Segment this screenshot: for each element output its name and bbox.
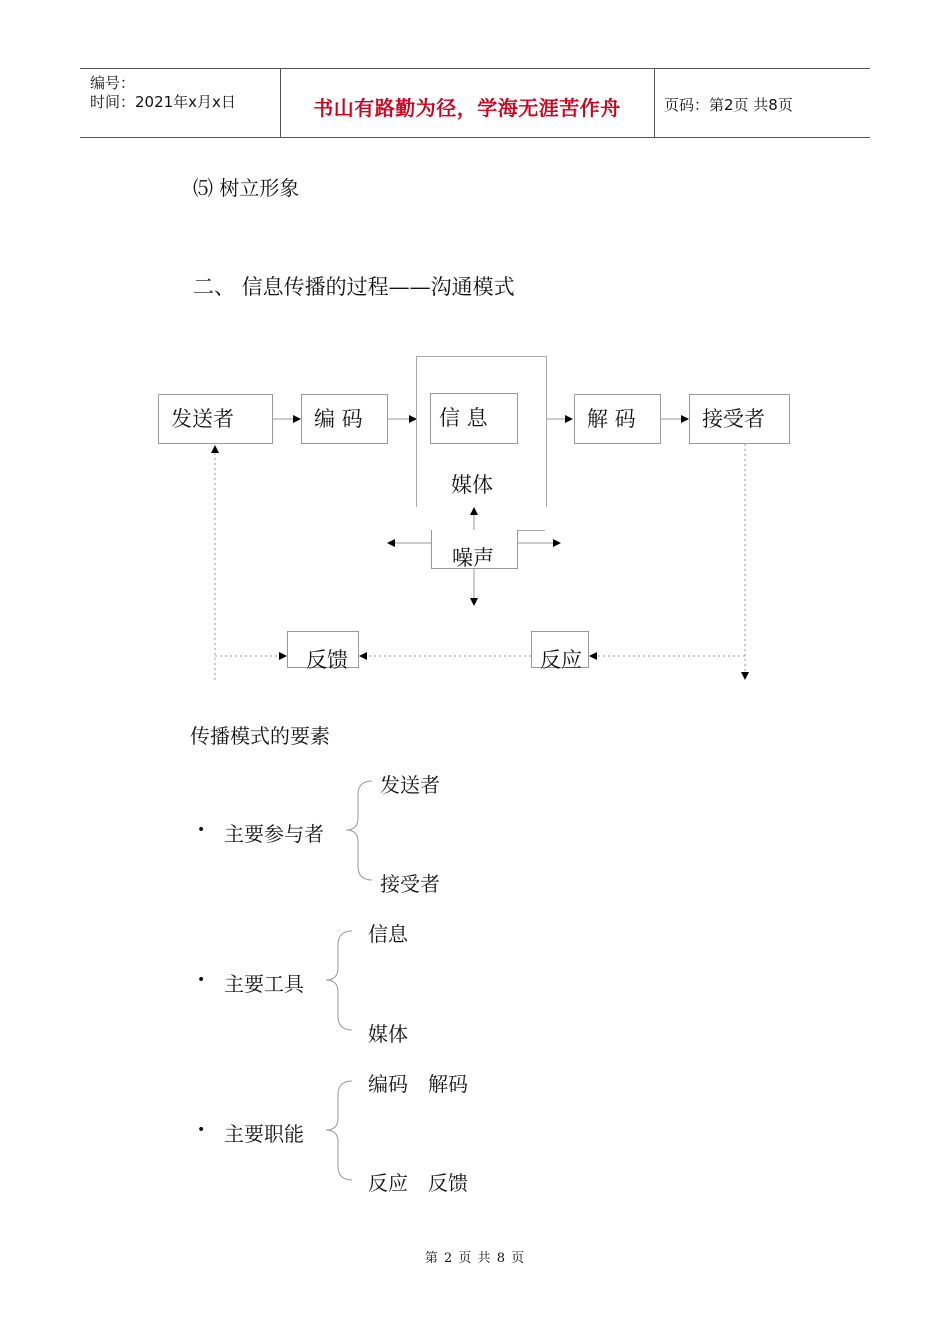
encode-label: 编 码 <box>314 407 363 431</box>
group-top-item: 信息 <box>368 922 408 946</box>
serial-label: 编号： <box>90 74 136 92</box>
bullet: • <box>197 972 206 988</box>
response-label: 反应 <box>540 648 582 672</box>
message-label: 信 息 <box>439 406 488 430</box>
noise-box <box>431 530 518 569</box>
page-footer: 第 2 页 共 8 页 <box>424 1251 526 1266</box>
group-bottom-item: 反应 反馈 <box>368 1171 468 1195</box>
section-title: 二、 信息传播的过程——沟通模式 <box>193 275 515 299</box>
sender-box <box>158 394 273 444</box>
encode-box <box>301 394 388 444</box>
message-box <box>430 393 518 444</box>
header-motto: 书山有路勤为径，学海无涯苦作舟 <box>313 96 621 120</box>
group-bottom-item: 媒体 <box>368 1022 408 1046</box>
group-label-participants: 主要参与者 <box>224 822 324 846</box>
feedback-box <box>287 631 359 672</box>
group-label-tools: 主要工具 <box>224 972 304 996</box>
group-bottom-item: 接受者 <box>380 872 440 896</box>
feedback-label: 反馈 <box>306 648 348 672</box>
medium-label: 媒体 <box>451 473 493 497</box>
noise-label: 噪声 <box>452 546 494 570</box>
time-label: 时间：2021年x月x日 <box>90 93 236 111</box>
bullet: • <box>197 822 206 838</box>
response-box <box>531 631 589 672</box>
group-top-item: 发送者 <box>380 773 440 797</box>
decode-box <box>574 394 661 444</box>
bullet: • <box>197 1122 206 1138</box>
group-label-functions: 主要职能 <box>224 1122 304 1146</box>
list-item-5: ⑸ 树立形象 <box>193 176 300 200</box>
receiver-box <box>689 394 790 444</box>
group-top-item: 编码 解码 <box>368 1072 468 1096</box>
page-number-label: 页码：第2页 共8页 <box>664 96 793 114</box>
receiver-label: 接受者 <box>702 407 765 431</box>
elements-title: 传播模式的要素 <box>190 724 330 748</box>
decode-label: 解 码 <box>587 407 636 431</box>
sender-label: 发送者 <box>171 407 234 431</box>
